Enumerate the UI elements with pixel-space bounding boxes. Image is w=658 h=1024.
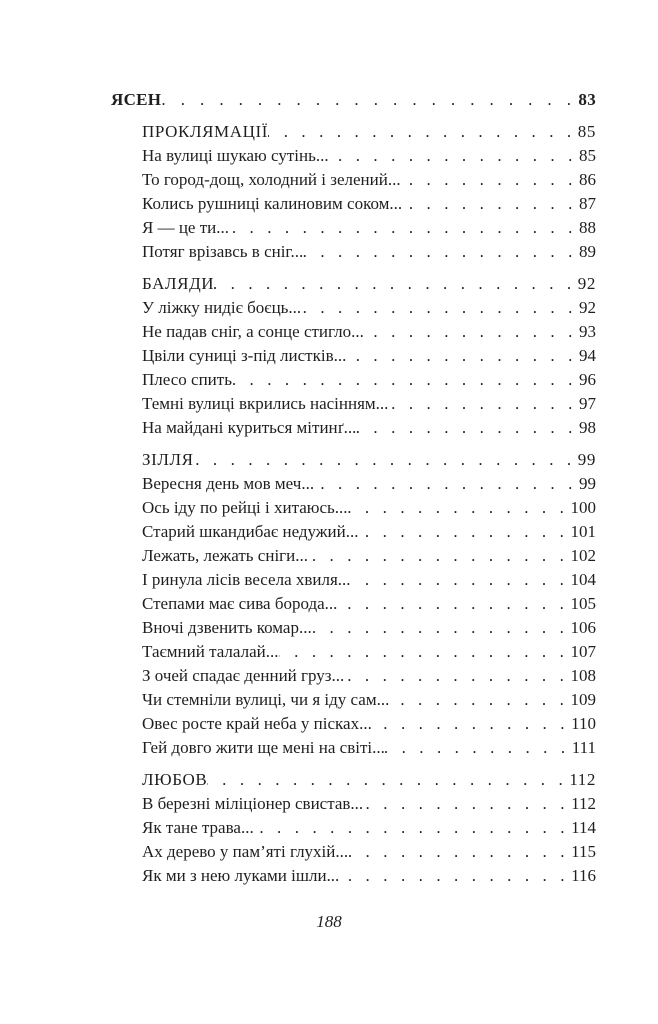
entry-page: 92 (579, 298, 596, 317)
entry-page: 97 (579, 394, 596, 413)
leader-dots (389, 690, 568, 710)
entry-page: 85 (579, 146, 596, 165)
page-number: 188 (316, 912, 342, 931)
entry-title: Темні вулиці вкрились насінням... (142, 394, 389, 413)
toc-entry-poem (142, 542, 596, 566)
entry-page: 115 (571, 842, 596, 861)
leader-dots (348, 498, 569, 518)
leader-dots (363, 794, 569, 814)
toc-entry-poem (142, 862, 596, 886)
leader-dots (303, 242, 577, 262)
leader-dots (232, 370, 577, 390)
entry-title: ПРОКЛЯМАЦІЇ (142, 122, 269, 141)
toc-entry-poem (142, 814, 596, 838)
leader-dots (372, 714, 569, 734)
toc-entry-poem (142, 318, 596, 342)
entry-title: ЛЮБОВ (142, 770, 208, 789)
toc-entry-poem (142, 662, 596, 686)
leader-dots (329, 146, 577, 166)
entry-title: Цвіли суниці з-під листків... (142, 346, 347, 365)
leader-dots (254, 818, 569, 838)
leader-dots (401, 170, 577, 190)
toc-entry-poem (142, 238, 596, 262)
toc-entry-poem (142, 214, 596, 238)
leader-dots (308, 546, 569, 566)
leader-dots (364, 322, 577, 342)
toc-entry-section (142, 766, 596, 790)
leader-dots (194, 450, 576, 470)
entry-page: 89 (579, 242, 596, 261)
toc-entry-poem (142, 470, 596, 494)
toc-entry-poem (142, 342, 596, 366)
leader-dots (207, 770, 567, 790)
toc-entry-poem (142, 518, 596, 542)
entry-title: То город-дощ, холодний і зелений... (142, 170, 401, 189)
toc-entry-poem (142, 142, 596, 166)
toc-entry-poem (142, 390, 596, 414)
leader-dots (301, 298, 577, 318)
entry-page: 110 (571, 714, 596, 733)
leader-dots (385, 738, 570, 758)
leader-dots (214, 274, 576, 294)
entry-page: 114 (571, 818, 596, 837)
toc-entry-poem (142, 734, 596, 758)
toc-entry-poem (142, 838, 596, 862)
entry-page: 105 (570, 594, 596, 613)
leader-dots (359, 522, 569, 542)
toc-entry-poem (142, 494, 596, 518)
entry-page: 86 (579, 170, 596, 189)
entry-title: З очей спадає денний груз... (142, 666, 345, 685)
entry-title: Вересня день мов меч... (142, 474, 315, 493)
toc-entry-poem (142, 294, 596, 318)
entry-title: Чи стемніли вулиці, чи я іду сам... (142, 690, 390, 709)
leader-dots (229, 218, 577, 238)
entry-page: 87 (579, 194, 596, 213)
toc-entry-section (142, 118, 596, 142)
entry-title: Не падав сніг, а сонце стигло... (142, 322, 364, 341)
entry-page: 112 (571, 794, 596, 813)
toc-entry-section (142, 446, 596, 470)
entry-title: Як ми з нею луками ішли... (142, 866, 340, 885)
entry-title: Вночі дзвенить комар... (142, 618, 312, 637)
entry-page: 111 (571, 738, 596, 757)
entry-page: 96 (579, 370, 596, 389)
entry-title: Овес росте край неба у пісках... (142, 714, 372, 733)
leader-dots (346, 346, 577, 366)
entry-title: БАЛЯДИ (142, 274, 215, 293)
toc-entry-poem (142, 686, 596, 710)
toc-entry-poem (142, 566, 596, 590)
leader-dots (161, 90, 576, 110)
leader-dots (351, 570, 569, 590)
entry-title: Як тане трава... (142, 818, 254, 837)
entry-page: 99 (579, 474, 596, 493)
leader-dots (312, 618, 569, 638)
entry-title: Потяг врізавсь в сніг... (142, 242, 304, 261)
entry-title: Степами має сива борода... (142, 594, 338, 613)
entry-title: В березні міліціонер свистав... (142, 794, 364, 813)
toc-entry-poem (142, 790, 596, 814)
toc-entry-main (111, 86, 596, 110)
toc-entry-section (142, 270, 596, 294)
leader-dots (344, 666, 568, 686)
toc-entry-poem (142, 638, 596, 662)
entry-title: І ринула лісів весела хвиля... (142, 570, 351, 589)
leader-dots (314, 474, 577, 494)
leader-dots (337, 594, 568, 614)
entry-page: 106 (570, 618, 596, 637)
entry-title: Колись рушниці калиновим соком... (142, 194, 403, 213)
toc-entry-poem (142, 366, 596, 390)
entry-page: 92 (577, 274, 596, 293)
entry-title: На вулиці шукаю сутінь... (142, 146, 329, 165)
leader-dots (356, 418, 577, 438)
entry-page: 83 (578, 90, 596, 109)
entry-page: 98 (579, 418, 596, 437)
entry-page: 101 (570, 522, 596, 541)
leader-dots (348, 842, 569, 862)
toc-entry-poem (142, 614, 596, 638)
entry-title: ЗІЛЛЯ (142, 450, 194, 469)
leader-dots (279, 642, 569, 662)
entry-title: Лежать, лежать сніги... (142, 546, 308, 565)
entry-page: 102 (570, 546, 596, 565)
toc-entry-poem (142, 166, 596, 190)
entry-page: 93 (579, 322, 596, 341)
leader-dots (339, 866, 569, 886)
entry-title: Таємний талалай... (142, 642, 279, 661)
entry-page: 109 (570, 690, 596, 709)
toc-entry-poem (142, 710, 596, 734)
toc-entry-poem (142, 190, 596, 214)
entry-title: ЯСЕН (111, 90, 162, 109)
entry-page: 100 (570, 498, 596, 517)
entry-title: Ах дерево у пам’яті глухій... (142, 842, 349, 861)
entry-title: Ось іду по рейці і хитаюсь... (142, 498, 348, 517)
leader-dots (268, 122, 576, 142)
toc-entry-poem (142, 414, 596, 438)
entry-page: 107 (570, 642, 596, 661)
entry-page: 88 (579, 218, 596, 237)
entry-page: 116 (571, 866, 596, 885)
leader-dots (388, 394, 577, 414)
entry-title: У ліжку нидіє боєць... (142, 298, 302, 317)
entry-title: Я — це ти... (142, 218, 230, 237)
entry-title: На майдані куриться мітинґ... (142, 418, 357, 437)
entry-title: Старий шкандибає недужий... (142, 522, 359, 541)
entry-page: 94 (579, 346, 596, 365)
entry-page: 99 (577, 450, 596, 469)
entry-title: Гей довго жити ще мені на світі... (142, 738, 385, 757)
entry-page: 104 (570, 570, 596, 589)
entry-page: 108 (570, 666, 596, 685)
entry-page: 112 (569, 770, 596, 789)
toc-entry-poem (142, 590, 596, 614)
entry-title: Плесо спить (142, 370, 232, 389)
entry-page: 85 (577, 122, 596, 141)
leader-dots (402, 194, 577, 214)
